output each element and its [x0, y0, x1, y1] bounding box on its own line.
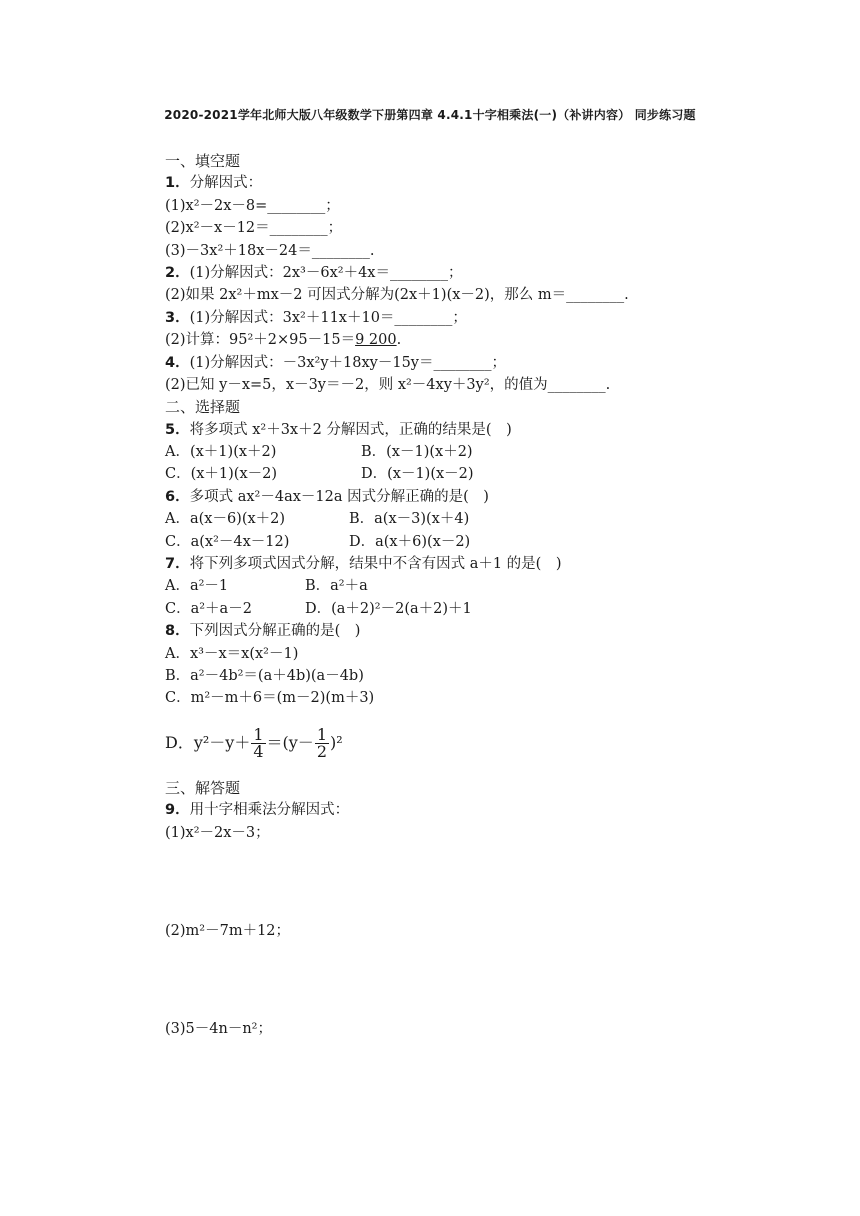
question-text: 用十字相乘法分解因式：	[189, 802, 350, 819]
question-number: 2．	[165, 264, 190, 281]
section-fill-in-heading: 一、填空题	[165, 152, 241, 170]
question-4-part-2: (2)已知 y－x=5，x－3y＝－2，则 x²－4xy＋3y²，的值为________.	[165, 376, 611, 393]
question-7	[165, 553, 785, 575]
question-8-option-b: B．a²－4b²＝(a＋4b)(a－4b)	[165, 667, 364, 684]
option-d: D．(a＋2)²－2(a＋2)＋1	[305, 600, 472, 617]
option-d: D．a(x＋6)(x－2)	[349, 533, 471, 550]
question-5	[165, 419, 785, 441]
question-text: 将多项式 x²＋3x＋2 分解因式，正确的结果是( )	[189, 421, 512, 438]
question-9-part-2: (2)m²－7m＋12；	[165, 922, 291, 939]
question-8-option-c: C．m²－m＋6＝(m－2)(m＋3)	[165, 690, 375, 707]
question-number: 8．	[165, 623, 190, 640]
document-title: 2020-2021学年北师大版八年级数学下册第四章 4.4.1十字相乘法(一)（补讲内容） 同步练习题	[164, 108, 696, 122]
question-text: 分解因式：	[189, 175, 263, 192]
question-6	[165, 486, 785, 508]
question-9-part-3: (3)5－4n－n²；	[165, 1021, 272, 1038]
question-2-part-1	[165, 262, 785, 284]
question-number: 6．	[165, 488, 190, 505]
numerator: 1	[253, 724, 264, 744]
option-c: C．(x＋1)(x－2)	[165, 466, 278, 483]
question-text: (2)计算：95²＋2×95－15＝	[165, 332, 356, 349]
question-9-part-1: (1)x²－2x－3；	[165, 824, 270, 841]
question-3-part-2	[165, 329, 785, 351]
question-1-part-3: (3)－3x²＋18x－24＝________.	[165, 242, 375, 259]
question-3-part-1	[165, 307, 785, 329]
question-5-options-row-1	[165, 441, 785, 463]
question-8	[165, 620, 785, 642]
answer-underlined: 9 200	[355, 332, 397, 349]
question-8-option-a: A．x³－x＝x(x²－1)	[165, 645, 299, 662]
question-8-option-d	[165, 720, 785, 766]
question-1-part-2: (2)x²－x－12＝________；	[165, 220, 343, 237]
option-a: A．a²－1	[165, 578, 229, 595]
question-text: 下列因式分解正确的是( )	[189, 623, 361, 640]
question-number: 7．	[165, 556, 190, 573]
option-d-text: D．y²－y＋	[165, 732, 251, 752]
option-b: B．a(x－3)(x＋4)	[349, 511, 470, 528]
denominator: 4	[253, 741, 264, 761]
question-text: 将下列多项式因式分解，结果中不含有因式 a＋1 的是( )	[189, 556, 562, 573]
denominator: 2	[316, 741, 327, 761]
fraction-one-quarter	[251, 724, 265, 761]
worksheet-body	[165, 150, 785, 1041]
option-b: B．(x－1)(x＋2)	[361, 444, 473, 461]
option-c: C．a(x²－4x－12)	[165, 533, 290, 550]
option-d-suffix: )²	[330, 732, 343, 752]
question-6-options-row-1	[165, 508, 785, 530]
question-6-options-row-2	[165, 531, 785, 553]
question-text: (1)分解因式：3x²＋11x＋10＝________；	[189, 309, 467, 326]
question-1	[165, 172, 785, 194]
question-4-part-1	[165, 352, 785, 374]
option-a: A．a(x－6)(x＋2)	[165, 511, 286, 528]
question-7-options-row-2	[165, 598, 785, 620]
question-number: 1．	[165, 175, 190, 192]
numerator: 1	[316, 724, 327, 744]
option-b: B．a²＋a	[305, 578, 368, 595]
question-text: (1)分解因式：－3x²y＋18xy－15y＝________；	[189, 354, 507, 371]
question-7-options-row-1	[165, 575, 785, 597]
question-1-part-1: (1)x²－2x－8=________；	[165, 197, 340, 214]
period: .	[396, 332, 402, 349]
question-text: 多项式 ax²－4ax－12a 因式分解正确的是( )	[189, 488, 489, 505]
question-number: 9．	[165, 802, 190, 819]
question-9	[165, 799, 785, 821]
question-number: 4．	[165, 354, 190, 371]
option-d: D．(x－1)(x－2)	[361, 466, 474, 483]
question-number: 5．	[165, 421, 190, 438]
section-choice-heading: 二、选择题	[165, 398, 241, 417]
question-number: 3．	[165, 309, 190, 326]
question-5-options-row-2	[165, 463, 785, 485]
option-a: A．(x＋1)(x＋2)	[165, 444, 277, 461]
question-2-part-2: (2)如果 2x²＋mx－2 可因式分解为(2x＋1)(x－2)，那么 m＝________.	[165, 287, 629, 304]
question-text: (1)分解因式：2x³－6x²＋4x＝________；	[189, 264, 463, 281]
option-c: C．a²＋a－2	[165, 600, 252, 617]
section-answer-heading: 三、解答题	[165, 778, 241, 797]
option-d-middle: ＝(y－	[266, 732, 314, 752]
fraction-one-half	[315, 724, 329, 761]
